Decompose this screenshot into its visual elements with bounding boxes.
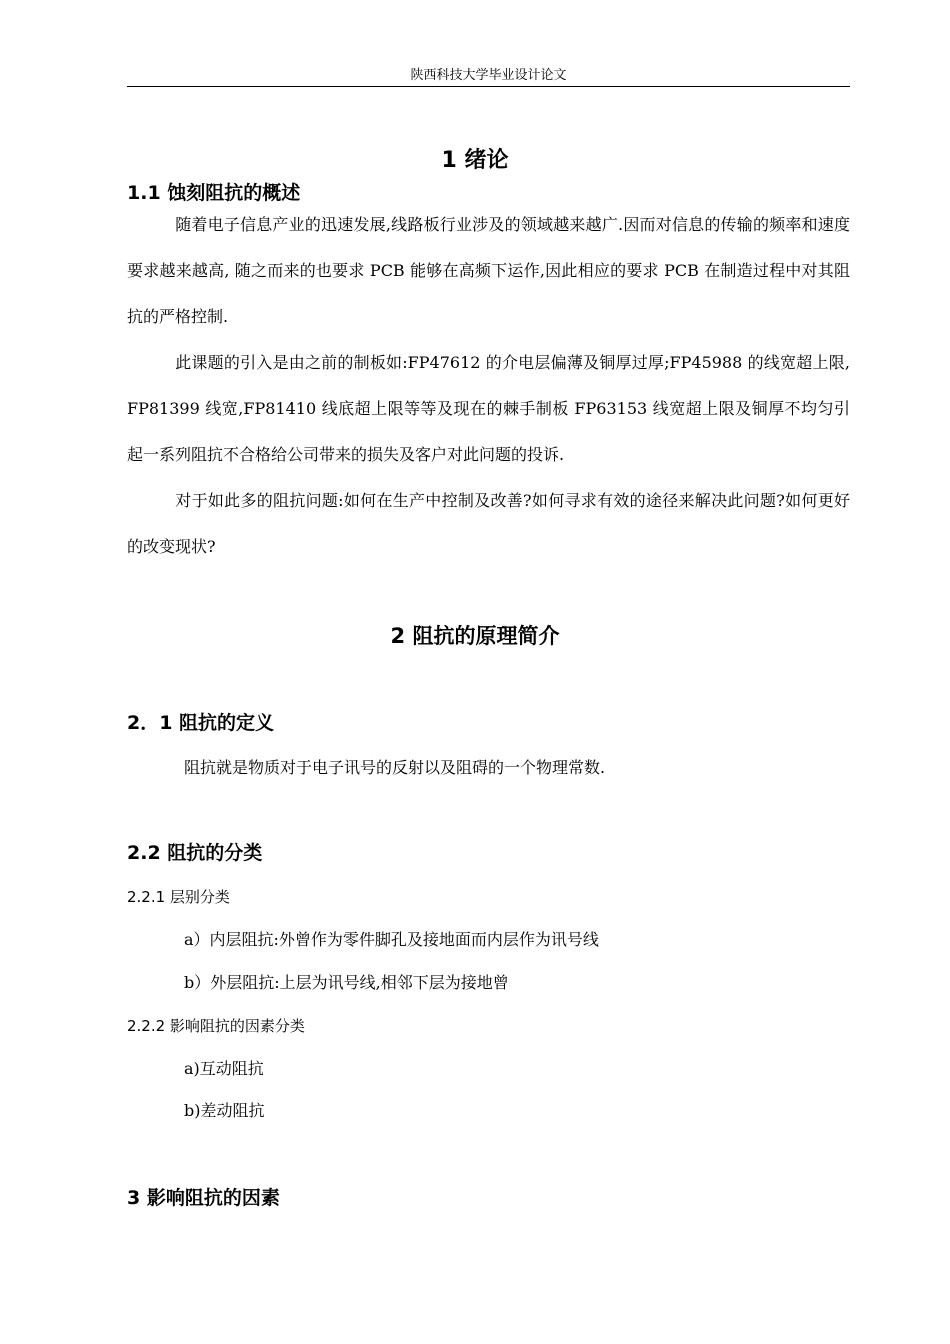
list-item-mutual-impedance: a)互动阻抗 [184,1059,264,1078]
page-header: 陕西科技大学毕业设计论文 [127,66,850,87]
list-item-outer-layer: b）外层阻抗:上层为讯号线,相邻下层为接地曾 [184,973,509,992]
section-2-2-1-heading: 2.2.1 层别分类 [127,888,230,906]
section-1-1-paragraph-2 [127,340,850,478]
paragraph-text: 此课题的引入是由之前的制板如:FP47612 的介电层偏薄及铜厚过厚;FP45988 的线宽超上限, FP81399 线宽,FP81410 线底超上限等等及现在的棘手制板 FP63153 线宽超上限及铜厚不均匀引起一系列阻抗不合格给公司带来的损失及客户对此问题的投诉. [127,353,850,464]
chapter-2-title: 2 阻抗的原理简介 [390,624,560,648]
list-item-inner-layer: a）内层阻抗:外曾作为零件脚孔及接地面而内层作为讯号线 [184,930,599,949]
list-item-differential-impedance: b)差动阻抗 [184,1101,265,1120]
section-2-2-2-heading: 2.2.2 影响阻抗的因素分类 [127,1017,305,1035]
section-2-1-paragraph: 阻抗就是物质对于电子讯号的反射以及阻碍的一个物理常数. [184,758,606,777]
paragraph-text: 随着电子信息产业的迅速发展,线路板行业涉及的领域越来越广.因而对信息的传输的频率和速度要求越来越高, 随之而来的也要求 PCB 能够在高频下运作,因此相应的要求 PCB 在制造过程中对其阻抗的严格控制. [127,215,850,326]
section-1-1-heading: 1.1 蚀刻阻抗的概述 [127,182,301,204]
section-2-1-heading: 2．1 阻抗的定义 [127,712,275,734]
chapter-3-title: 3 影响阻抗的因素 [127,1187,280,1209]
paragraph-text: 对于如此多的阻抗问题:如何在生产中控制及改善?如何寻求有效的途径来解决此问题?如何更好的改变现状? [127,491,850,556]
chapter-1-title: 1 绪论 [441,148,509,173]
section-1-1-paragraph-3 [127,478,850,570]
section-2-2-heading: 2.2 阻抗的分类 [127,842,263,864]
section-1-1-paragraph-1 [127,202,850,340]
